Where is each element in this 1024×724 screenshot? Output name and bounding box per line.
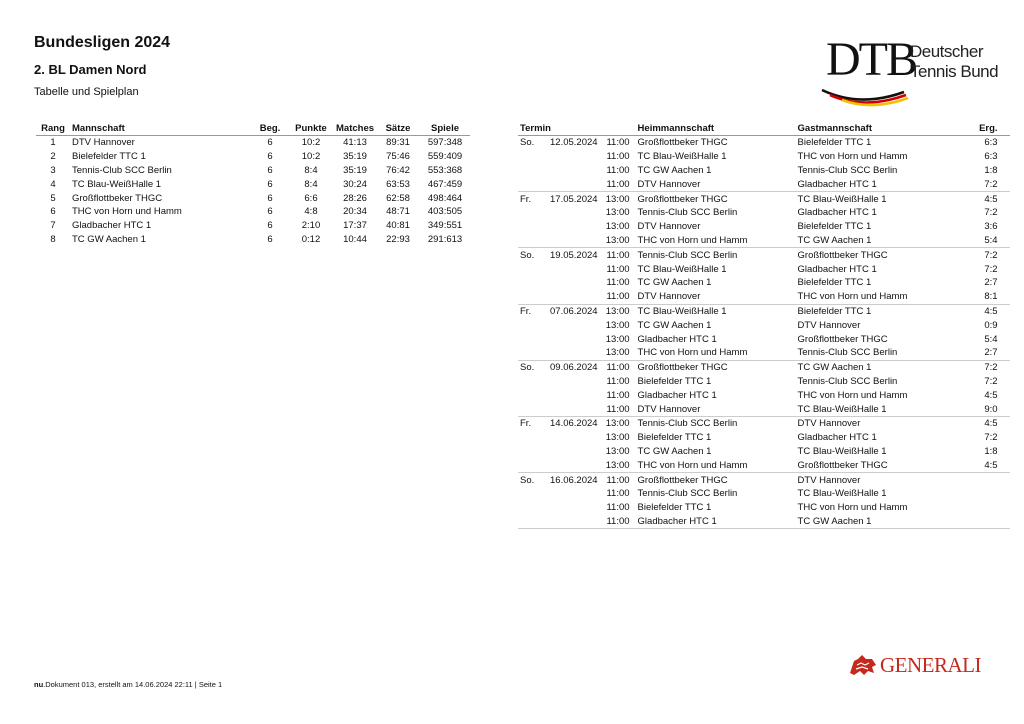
- day-cell: So.: [518, 136, 548, 150]
- table-row: [518, 388, 1010, 402]
- result-cell: 1:8: [984, 445, 998, 457]
- footer-brand: nu: [34, 680, 44, 689]
- date-cell: 14.06.2024: [550, 418, 598, 430]
- date-cell: [548, 445, 600, 459]
- away-team-cell: Tennis-Club SCC Berlin: [797, 375, 898, 387]
- result-cell: 1:8: [984, 164, 998, 176]
- away-team-cell: Gladbacher HTC 1: [797, 432, 877, 444]
- home-team-cell: TC GW Aachen 1: [637, 164, 712, 176]
- beg-cell: 6: [267, 151, 273, 163]
- date-cell: [548, 332, 600, 346]
- result-cell: 7:2: [984, 375, 998, 387]
- table-row: [518, 206, 1010, 220]
- punkte-cell: 10:2: [301, 137, 321, 149]
- result-cell: 4:5: [984, 459, 998, 471]
- rank-cell: 7: [50, 220, 56, 232]
- day-cell: [518, 206, 548, 220]
- day-cell: Fr.: [518, 416, 548, 430]
- result-cell: [960, 515, 1010, 529]
- away-team-cell: DTV Hannover: [796, 473, 960, 487]
- result-cell: 0:9: [984, 319, 998, 331]
- result-cell: 7:2: [984, 263, 998, 275]
- time-cell: 13:00: [600, 416, 636, 430]
- day-cell: So.: [518, 473, 548, 487]
- col-spiele: Spiele: [420, 121, 470, 136]
- home-team-cell: Gladbacher HTC 1: [637, 389, 717, 401]
- table-row: [518, 248, 1010, 262]
- away-team-cell: THC von Horn und Hamm: [797, 151, 908, 163]
- schedule-table: [518, 121, 1010, 529]
- date-cell: 12.05.2024: [550, 137, 598, 149]
- beg-cell: 6: [267, 220, 273, 232]
- beg-cell: 6: [267, 233, 273, 245]
- team-cell: Tennis-Club SCC Berlin: [72, 164, 172, 176]
- table-row: [518, 515, 1010, 529]
- date-cell: 17.05.2024: [550, 193, 598, 205]
- date-cell: [548, 458, 600, 472]
- spiele-cell: 349:551: [427, 220, 463, 232]
- away-team-cell: TC Blau-WeißHalle 1: [797, 445, 887, 457]
- day-cell: [518, 402, 548, 416]
- time-cell: 11:00: [600, 136, 636, 150]
- team-cell: Gladbacher HTC 1: [72, 220, 152, 232]
- day-cell: [518, 262, 548, 276]
- date-cell: [548, 262, 600, 276]
- team-cell: Großflottbeker THGC: [72, 192, 163, 204]
- away-team-cell: TC Blau-WeißHalle 1: [797, 403, 887, 415]
- home-team-cell: Bielefelder TTC 1: [637, 502, 712, 514]
- page-description: Tabelle und Spielplan: [34, 86, 139, 98]
- away-team-cell: TC GW Aachen 1: [797, 234, 872, 246]
- away-team-cell: Tennis-Club SCC Berlin: [797, 164, 898, 176]
- table-row: [518, 445, 1010, 459]
- table-row: [36, 205, 470, 219]
- home-team-cell: DTV Hannover: [637, 291, 701, 303]
- time-cell: 11:00: [600, 360, 636, 374]
- rank-cell: 1: [50, 137, 56, 149]
- generali-wordmark: GENERALI: [880, 653, 981, 677]
- col-matches: Matches: [336, 122, 375, 134]
- punkte-cell: 6:6: [304, 192, 318, 204]
- result-cell: 6:3: [960, 136, 1010, 150]
- time-cell: 11:00: [606, 375, 630, 387]
- away-team-cell: DTV Hannover: [797, 319, 861, 331]
- saetze-cell: 89:31: [386, 137, 410, 149]
- away-team-cell: Bielefelder TTC 1: [797, 221, 872, 233]
- table-row: [518, 402, 1010, 416]
- date-cell: [548, 515, 600, 529]
- matches-cell: 20:34: [343, 206, 367, 218]
- dtb-flag-swoosh-icon: [820, 86, 910, 108]
- col-away: Gastmannschaft: [796, 121, 960, 136]
- col-home: Heimmannschaft: [636, 121, 796, 136]
- table-row: [518, 416, 1010, 430]
- spiele-cell: 553:368: [427, 164, 463, 176]
- table-row: [36, 164, 470, 178]
- result-cell: 4:5: [960, 304, 1010, 318]
- away-team-cell: Gladbacher HTC 1: [797, 207, 877, 219]
- dtb-logo-line1: Deutscher: [910, 42, 983, 61]
- spiele-cell: 467:459: [427, 178, 463, 190]
- table-row: [518, 262, 1010, 276]
- matches-cell: 17:37: [343, 220, 367, 232]
- home-team-cell: THC von Horn und Hamm: [637, 459, 748, 471]
- generali-lion-icon: [848, 653, 878, 677]
- away-team-cell: THC von Horn und Hamm: [797, 291, 908, 303]
- time-cell: 13:00: [600, 304, 636, 318]
- day-cell: [518, 501, 548, 515]
- time-cell: 11:00: [600, 515, 636, 529]
- saetze-cell: 62:58: [386, 192, 410, 204]
- team-cell: TC GW Aachen 1: [72, 233, 146, 245]
- saetze-cell: 48:71: [386, 206, 410, 218]
- home-team-cell: Tennis-Club SCC Berlin: [636, 248, 796, 262]
- result-cell: 7:2: [984, 432, 998, 444]
- result-cell: 2:7: [984, 277, 998, 289]
- matches-cell: 35:19: [343, 151, 367, 163]
- home-team-cell: THC von Horn und Hamm: [637, 234, 748, 246]
- time-cell: 13:00: [605, 459, 630, 471]
- time-cell: 11:00: [600, 473, 636, 487]
- time-cell: 11:00: [606, 277, 630, 289]
- away-team-cell: THC von Horn und Hamm: [797, 389, 908, 401]
- date-cell: [548, 431, 600, 445]
- table-row: [518, 164, 1010, 178]
- home-team-cell: Großflottbeker THGC: [636, 360, 796, 374]
- home-team-cell: TC GW Aachen 1: [637, 277, 712, 289]
- away-team-cell: DTV Hannover: [796, 416, 960, 430]
- team-cell: THC von Horn und Hamm: [72, 206, 182, 218]
- table-row: [518, 290, 1010, 304]
- date-cell: [548, 177, 600, 191]
- time-cell: 11:00: [606, 291, 630, 303]
- home-team-cell: Gladbacher HTC 1: [636, 515, 796, 529]
- day-cell: [518, 164, 548, 178]
- day-cell: [518, 458, 548, 472]
- day-cell: [518, 375, 548, 389]
- table-row: [36, 177, 470, 191]
- beg-cell: 6: [267, 206, 273, 218]
- table-row: [518, 346, 1010, 360]
- col-termin: Termin: [518, 121, 636, 136]
- time-cell: 11:00: [606, 164, 630, 176]
- day-cell: [518, 318, 548, 332]
- date-cell: 19.05.2024: [550, 249, 598, 261]
- rank-cell: 6: [50, 206, 56, 218]
- day-cell: [518, 290, 548, 304]
- day-cell: Fr.: [518, 192, 548, 206]
- date-cell: 16.06.2024: [550, 474, 598, 486]
- day-cell: [518, 388, 548, 402]
- spiele-cell: 597:348: [427, 137, 463, 149]
- away-team-cell: THC von Horn und Hamm: [797, 502, 908, 514]
- day-cell: [518, 445, 548, 459]
- result-cell: 9:0: [984, 403, 998, 415]
- punkte-cell: 0:12: [301, 233, 321, 245]
- table-row: [36, 136, 470, 150]
- table-row: [518, 332, 1010, 346]
- col-erg: Erg.: [960, 121, 1010, 136]
- rank-cell: 2: [50, 151, 56, 163]
- time-cell: 13:00: [605, 319, 630, 331]
- table-row: [518, 304, 1010, 318]
- date-cell: [548, 290, 600, 304]
- home-team-cell: TC Blau-WeißHalle 1: [637, 263, 727, 275]
- table-row: [518, 234, 1010, 248]
- day-cell: Fr.: [518, 304, 548, 318]
- away-team-cell: Großflottbeker THGC: [796, 248, 960, 262]
- spiele-cell: 291:613: [427, 233, 463, 245]
- time-cell: 13:00: [605, 347, 630, 359]
- generali-logo: [848, 652, 994, 678]
- table-row: [518, 276, 1010, 290]
- date-cell: 07.06.2024: [550, 305, 598, 317]
- time-cell: 11:00: [606, 488, 630, 500]
- date-cell: [548, 276, 600, 290]
- date-cell: [548, 206, 600, 220]
- result-cell: 3:6: [984, 221, 998, 233]
- away-team-cell: Tennis-Club SCC Berlin: [797, 347, 898, 359]
- table-row: [518, 375, 1010, 389]
- day-cell: [518, 150, 548, 164]
- date-cell: [548, 150, 600, 164]
- result-cell: 8:1: [984, 291, 998, 303]
- punkte-cell: 8:4: [304, 178, 318, 190]
- table-row: [518, 220, 1010, 234]
- col-team: Mannschaft: [70, 121, 252, 136]
- table-row: [518, 150, 1010, 164]
- matches-cell: 35:19: [343, 164, 367, 176]
- dtb-logo-line2: Tennis Bund: [910, 62, 999, 81]
- result-cell: 7:2: [984, 178, 998, 190]
- saetze-cell: 75:46: [386, 151, 410, 163]
- time-cell: 13:00: [605, 234, 630, 246]
- home-team-cell: Großflottbeker THGC: [636, 136, 796, 150]
- day-cell: [518, 234, 548, 248]
- time-cell: 11:00: [606, 403, 630, 415]
- away-team-cell: TC GW Aachen 1: [796, 515, 960, 529]
- team-cell: TC Blau-WeißHalle 1: [72, 178, 162, 190]
- beg-cell: 6: [267, 164, 273, 176]
- col-saetze: Sätze: [376, 121, 420, 136]
- home-team-cell: Bielefelder TTC 1: [637, 375, 712, 387]
- table-row: [518, 192, 1010, 206]
- table-row: [518, 431, 1010, 445]
- result-cell: 5:4: [984, 234, 998, 246]
- standings-table: [36, 121, 470, 246]
- date-cell: [548, 220, 600, 234]
- result-cell: 7:2: [960, 360, 1010, 374]
- away-team-cell: TC Blau-WeißHalle 1: [797, 488, 887, 500]
- away-team-cell: Bielefelder TTC 1: [797, 277, 872, 289]
- beg-cell: 6: [267, 178, 273, 190]
- time-cell: 11:00: [600, 248, 636, 262]
- punkte-cell: 4:8: [304, 206, 318, 218]
- home-team-cell: TC GW Aachen 1: [637, 319, 712, 331]
- home-team-cell: DTV Hannover: [637, 403, 701, 415]
- home-team-cell: TC GW Aachen 1: [637, 445, 712, 457]
- spiele-cell: 498:464: [427, 192, 463, 204]
- time-cell: 13:00: [605, 207, 630, 219]
- time-cell: 11:00: [606, 178, 630, 190]
- day-cell: [518, 276, 548, 290]
- punkte-cell: 8:4: [304, 164, 318, 176]
- result-cell: 6:3: [984, 151, 998, 163]
- time-cell: 13:00: [605, 333, 630, 345]
- result-cell: [960, 473, 1010, 487]
- table-row: [518, 360, 1010, 374]
- day-cell: So.: [518, 360, 548, 374]
- table-row: [518, 318, 1010, 332]
- schedule-header-row: [518, 121, 1010, 136]
- result-cell: 7:2: [984, 207, 998, 219]
- table-row: [36, 219, 470, 233]
- team-cell: DTV Hannover: [72, 137, 135, 149]
- home-team-cell: Tennis-Club SCC Berlin: [637, 488, 738, 500]
- away-team-cell: Bielefelder TTC 1: [796, 304, 960, 318]
- home-team-cell: THC von Horn und Hamm: [637, 347, 748, 359]
- beg-cell: 6: [267, 137, 273, 149]
- away-team-cell: Gladbacher HTC 1: [797, 178, 877, 190]
- spiele-cell: 403:505: [427, 206, 463, 218]
- spiele-cell: 559:409: [427, 151, 463, 163]
- punkte-cell: 2:10: [301, 220, 321, 232]
- day-cell: So.: [518, 248, 548, 262]
- day-cell: [518, 346, 548, 360]
- date-cell: [548, 234, 600, 248]
- time-cell: 13:00: [600, 192, 636, 206]
- day-cell: [518, 487, 548, 501]
- matches-cell: 41:13: [343, 137, 367, 149]
- result-cell: 4:5: [960, 416, 1010, 430]
- table-row: [36, 233, 470, 247]
- home-team-cell: DTV Hannover: [637, 221, 701, 233]
- footer-text: .Dokument 013, erstellt am 14.06.2024 22:11 | Seite 1: [43, 680, 223, 689]
- time-cell: 11:00: [606, 263, 630, 275]
- time-cell: 11:00: [606, 502, 630, 514]
- col-rang: Rang: [36, 121, 70, 136]
- table-row: [518, 487, 1010, 501]
- day-cell: [518, 177, 548, 191]
- date-cell: [548, 318, 600, 332]
- time-cell: 13:00: [605, 432, 630, 444]
- table-row: [518, 458, 1010, 472]
- punkte-cell: 10:2: [301, 151, 321, 163]
- matches-cell: 10:44: [343, 233, 367, 245]
- away-team-cell: Großflottbeker THGC: [797, 333, 888, 345]
- date-cell: [548, 501, 600, 515]
- home-team-cell: TC Blau-WeißHalle 1: [637, 151, 727, 163]
- beg-cell: 6: [267, 192, 273, 204]
- time-cell: 13:00: [605, 445, 630, 457]
- away-team-cell: Bielefelder TTC 1: [796, 136, 960, 150]
- date-cell: [548, 164, 600, 178]
- away-team-cell: TC GW Aachen 1: [796, 360, 960, 374]
- away-team-cell: Großflottbeker THGC: [797, 459, 888, 471]
- standings-header-row: [36, 121, 470, 136]
- table-row: [518, 177, 1010, 191]
- table-row: [518, 136, 1010, 150]
- home-team-cell: Gladbacher HTC 1: [637, 333, 717, 345]
- result-cell: [960, 501, 1010, 515]
- day-cell: [518, 220, 548, 234]
- home-team-cell: Tennis-Club SCC Berlin: [636, 416, 796, 430]
- saetze-cell: 76:42: [386, 164, 410, 176]
- home-team-cell: TC Blau-WeißHalle 1: [636, 304, 796, 318]
- table-row: [518, 473, 1010, 487]
- result-cell: [960, 487, 1010, 501]
- day-cell: [518, 332, 548, 346]
- date-cell: [548, 346, 600, 360]
- page-title: Bundesligen 2024: [34, 34, 171, 51]
- home-team-cell: Großflottbeker THGC: [636, 473, 796, 487]
- col-beg: Beg.: [252, 121, 288, 136]
- footer-note: [34, 680, 222, 689]
- home-team-cell: Großflottbeker THGC: [636, 192, 796, 206]
- day-cell: [518, 431, 548, 445]
- rank-cell: 3: [50, 164, 56, 176]
- matches-cell: 30:24: [343, 178, 367, 190]
- away-team-cell: TC Blau-WeißHalle 1: [796, 192, 960, 206]
- result-cell: 5:4: [984, 333, 998, 345]
- rank-cell: 8: [50, 233, 56, 245]
- col-punkte: Punkte: [288, 121, 334, 136]
- rank-cell: 4: [50, 178, 56, 190]
- home-team-cell: Bielefelder TTC 1: [637, 432, 712, 444]
- rank-cell: 5: [50, 192, 56, 204]
- time-cell: 13:00: [605, 221, 630, 233]
- date-cell: [548, 388, 600, 402]
- dtb-logo: [820, 33, 1000, 106]
- day-cell: [518, 515, 548, 529]
- time-cell: 11:00: [606, 389, 630, 401]
- team-cell: Bielefelder TTC 1: [72, 151, 146, 163]
- result-cell: 4:5: [960, 192, 1010, 206]
- result-cell: 7:2: [960, 248, 1010, 262]
- result-cell: 2:7: [984, 347, 998, 359]
- date-cell: [548, 375, 600, 389]
- saetze-cell: 22:93: [386, 233, 410, 245]
- date-cell: [548, 402, 600, 416]
- dtb-logo-mark: DTB: [826, 33, 916, 86]
- result-cell: 4:5: [984, 389, 998, 401]
- matches-cell: 28:26: [343, 192, 367, 204]
- away-team-cell: Gladbacher HTC 1: [797, 263, 877, 275]
- table-row: [36, 191, 470, 205]
- table-row: [36, 150, 470, 164]
- time-cell: 11:00: [606, 151, 630, 163]
- saetze-cell: 40:81: [386, 220, 410, 232]
- league-title: 2. BL Damen Nord: [34, 62, 147, 77]
- saetze-cell: 63:53: [386, 178, 410, 190]
- home-team-cell: Tennis-Club SCC Berlin: [637, 207, 738, 219]
- home-team-cell: DTV Hannover: [637, 178, 701, 190]
- date-cell: [548, 487, 600, 501]
- date-cell: 09.06.2024: [550, 362, 598, 374]
- table-row: [518, 501, 1010, 515]
